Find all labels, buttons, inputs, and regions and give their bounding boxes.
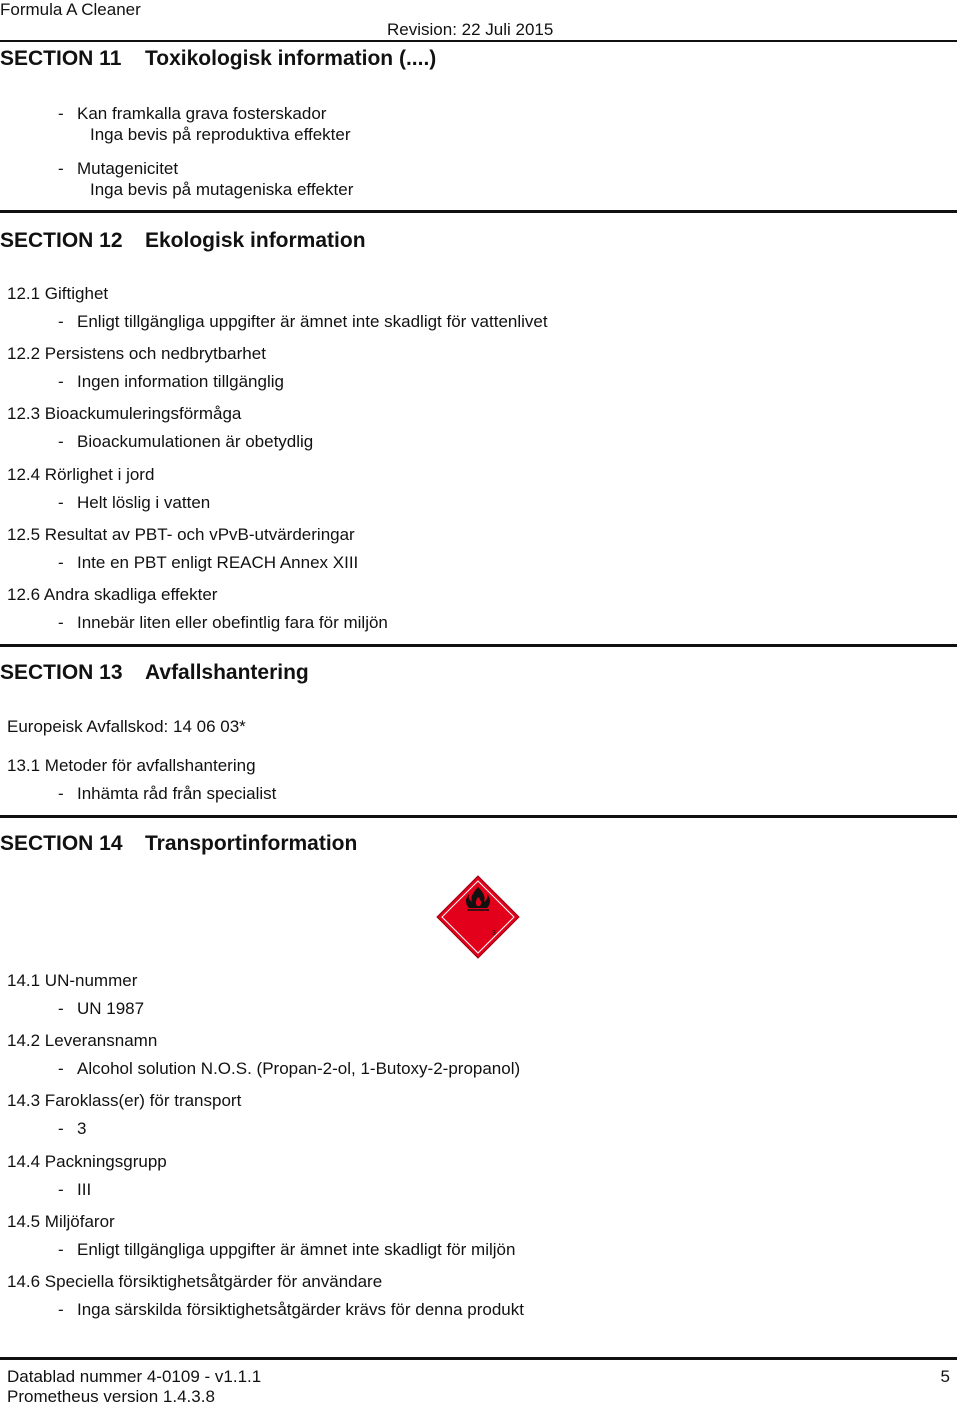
section-13-title: Avfallshantering [145,661,309,684]
subsection-heading: 14.6 Speciella försiktighetsåtgärder för användare [7,1272,383,1291]
product-name: Formula A Cleaner [0,0,141,19]
bullet-dash: - [58,159,64,178]
waste-code: Europeisk Avfallskod: 14 06 03* [7,717,246,736]
subsection-heading: 14.2 Leveransnamn [7,1031,158,1050]
datasheet-number: Datablad nummer 4-0109 - v1.1.1 [7,1367,262,1386]
bullet-dash: - [58,1180,64,1199]
bullet-dash: - [58,1119,64,1138]
bullet-dash: - [58,553,64,572]
subsection-heading: 14.4 Packningsgrupp [7,1152,167,1171]
list-item: Helt löslig i vatten [77,493,211,512]
list-item: Enligt tillgängliga uppgifter är ämnet inte skadligt för miljön [77,1240,516,1259]
bullet-dash: - [58,372,64,391]
list-item: Enligt tillgängliga uppgifter är ämnet inte skadligt för vattenlivet [77,312,548,331]
bullet-dash: - [58,784,64,803]
bullet-dash: - [58,493,64,512]
subsection-heading: 14.3 Faroklass(er) för transport [7,1091,242,1110]
bullet-dash: - [58,1240,64,1259]
list-item: Inhämta råd från specialist [77,784,277,803]
subsection-heading: 12.5 Resultat av PBT- och vPvB-utvärderingar [7,525,355,544]
flammable-liquid-diamond-icon [436,875,520,959]
bullet-dash: - [58,613,64,632]
page-number: 5 [940,1367,950,1386]
subsection-heading: 14.5 Miljöfaror [7,1212,115,1231]
section-13-number: SECTION 13 [0,661,123,684]
footer-rule [0,1357,957,1360]
subsection-heading: 12.3 Bioackumuleringsförmåga [7,404,242,423]
list-item: Mutagenicitet [77,159,179,178]
subsection-heading: 12.4 Rörlighet i jord [7,465,155,484]
subsection-heading: 13.1 Metoder för avfallshantering [7,756,256,775]
list-item: Alcohol solution N.O.S. (Propan-2-ol, 1-Butoxy-2-propanol) [77,1059,521,1078]
class-digit: 3 [492,930,496,937]
section-14-rule [0,815,957,818]
revision-date: Revision: 22 Juli 2015 [387,20,554,39]
list-item: UN 1987 [77,999,145,1018]
bullet-dash: - [58,1059,64,1078]
section-11-number: SECTION 11 [0,47,122,70]
list-item-note: Inga bevis på reproduktiva effekter [90,125,351,144]
subsection-heading: 12.2 Persistens och nedbrytbarhet [7,344,266,363]
list-item-note: Inga bevis på mutageniska effekter [90,180,354,199]
section-11-title: Toxikologisk information (....) [145,47,437,70]
section-12-title: Ekologisk information [145,229,366,252]
section-12-number: SECTION 12 [0,229,123,252]
section-14-title: Transportinformation [145,832,358,855]
bullet-dash: - [58,312,64,331]
subsection-heading: 12.6 Andra skadliga effekter [7,585,218,604]
section-13-rule [0,644,957,647]
list-item: 3 [77,1119,87,1138]
header-rule [0,40,957,42]
subsection-heading: 14.1 UN-nummer [7,971,138,990]
bullet-dash: - [58,1300,64,1319]
list-item: Inte en PBT enligt REACH Annex XIII [77,553,359,572]
bullet-dash: - [58,999,64,1018]
subsection-heading: 12.1 Giftighet [7,284,109,303]
list-item: Innebär liten eller obefintlig fara för miljön [77,613,388,632]
section-12-rule [0,210,957,213]
bullet-dash: - [58,432,64,451]
bullet-dash: - [58,104,64,123]
list-item: Ingen information tillgänglig [77,372,284,391]
list-item: Bioackumulationen är obetydlig [77,432,314,451]
software-version: Prometheus version 1.4.3.8 [7,1387,215,1406]
list-item: III [77,1180,92,1199]
list-item: Inga särskilda försiktighetsåtgärder krävs för denna produkt [77,1300,524,1319]
list-item: Kan framkalla grava fosterskador [77,104,327,123]
section-14-number: SECTION 14 [0,832,123,855]
